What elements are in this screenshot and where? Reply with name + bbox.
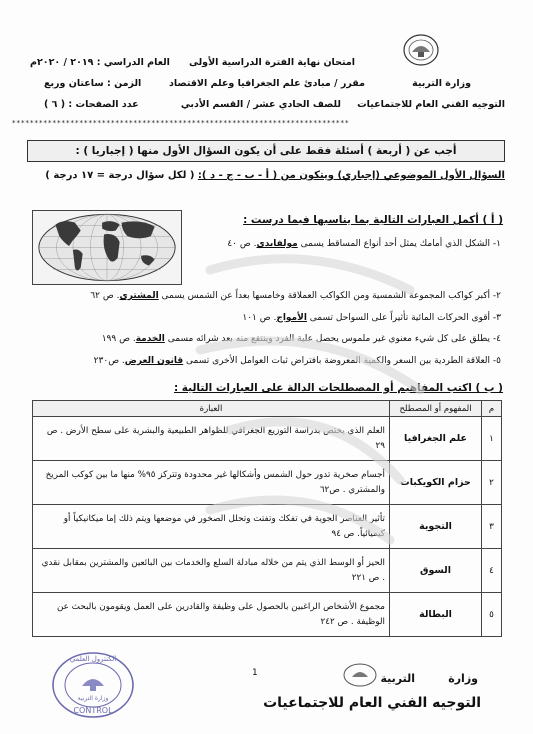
item-answer: الخدمة [135,334,165,344]
section-b-title-text: ( ب ) اكتب المفاهيم أو المصطلحات الدالة على العبارات التالية : [173,382,503,394]
item-text: ٥- العلاقة الطردية بين السعر والكمية المعروضة بافتراض ثبات العوامل الأخرى تسمى [186,356,501,366]
row-num: ٢ [482,461,502,505]
header-num: م [482,401,502,417]
item-ref: . ص ٤٠ [227,239,257,249]
section-a-item [102,334,501,344]
footer-emblem-icon [340,662,380,688]
row-num: ١ [482,417,502,461]
row-term: حزام الكويكبات [390,461,482,505]
table-row [33,461,502,505]
row-term: البطالة [390,593,482,637]
footer-ministry-a: وزارة [448,672,478,685]
section-a-item [242,313,501,323]
item-ref: . ص ٦٢ [90,291,120,301]
section-a-item [227,239,501,249]
school-year: العام الدراسي : ٢٠١٩ / ٢٠٢٠م [30,57,170,68]
item-ref: . ص ١٩٩ [101,334,136,344]
row-statement: الحيز أو الوسط الذي يتم من خلاله مبادلة السلع والخدمات بين البائعين والمشترين بمقابل نقدي . ص ٢٢١ [33,549,390,593]
row-statement: العلم الذي يختص بدراسة التوزيع الجغرافي للظواهر الطبيعية والبشرية على سطح الأرض . ص ٢٩ [33,417,390,461]
row-num: ٥ [482,593,502,637]
question1-heading [45,170,505,181]
item-ref: . ص٢٣٠ [93,356,125,366]
table-row [33,593,502,637]
question1-title: السؤال الأول الموضوعي (إجباري) ويتكون من ( أ - ب - ج - د ): [197,170,505,181]
instruction-text: أجب عن ( أربعة ) أسئلة فقط على أن يكون السؤال الأول منها ( إجباريا ) : [75,145,457,157]
header-statement: العبارة [33,401,390,417]
ministry-emblem-icon [402,32,440,68]
grade-name: للصف الحادي عشر / القسم الأدبي [180,99,341,110]
item-text: ٢- أكبر كواكب المجموعة الشمسية ومن الكواكب العملاقة وخامسها بعداً عن الشمس يسمى [161,291,501,301]
page-number: 1 [252,668,258,678]
table-row [33,417,502,461]
control-stamp-image [50,650,136,720]
instruction-box [27,140,505,162]
item-ref: . ص ١٠١ [242,313,277,323]
section-a-item [94,356,501,366]
table-row [33,505,502,549]
row-term: السوق [390,549,482,593]
stamp-top-text: الكنترول العلمي [69,655,117,663]
row-num: ٤ [482,549,502,593]
footer-department: التوجيه الفني العام للاجتماعيات [263,695,481,711]
stamp-middle-text: وزارة التربية [77,695,109,702]
row-term: التجوية [390,505,482,549]
department-name: التوجيه الفني العام للاجتماعيات [357,99,505,110]
section-b-title [174,382,503,394]
separator-line: *************************************************************************** [12,119,350,127]
row-statement: تأثير العناصر الجوية في تفكك وتفتت وتحلل الصخور في موضعها ويتم ذلك إما ميكانيكياً أو كيميائياً. ص ٩٤ [33,505,390,549]
section-a-item [90,291,501,301]
section-a-title-text: ( أ ) أكمل العبارات التالية بما يناسبها فيما درست : [243,214,503,226]
course-name: مقرر / مبادئ علم الجغرافيا وعلم الاقتصاد [169,78,365,89]
table-header-row [33,401,502,417]
ministry-name: وزارة التربية [412,78,471,89]
table-row [33,549,502,593]
footer-ministry-b: التربية [380,672,415,685]
terms-table [32,400,502,637]
question1-marks: ( لكل سؤال درجة = ١٧ درجة ) [45,170,195,181]
row-statement: مجموع الأشخاص الراغبين بالحصول على وظيفة والقادرين على العمل ويقومون بالبحث عن الوظيفة . ص ٢٤٢ [33,593,390,637]
row-term: علم الجغرافيا [390,417,482,461]
item-answer: قانون العرض [124,356,184,366]
item-text: ١- الشكل الذي أمامك يمثل أحد أنواع المساقط يسمى [300,239,501,249]
row-num: ٣ [482,505,502,549]
item-answer: مولفايدي [256,239,298,249]
exam-time: الزمن : ساعتان وربع [44,78,142,89]
mollweide-map-image [32,210,182,285]
exam-title: امتحان نهاية الفترة الدراسية الأولى [189,57,355,68]
header-term: المفهوم أو المصطلح [390,401,482,417]
item-text: ٣- أقوى الحركات المائية تأثيراً على السواحل تسمى [309,313,501,323]
section-a-title [243,214,503,226]
item-answer: الأمواج [276,313,307,323]
page-count: عدد الصفحات : ( ٦ ) [44,99,139,110]
stamp-bottom-text: CONTROL [73,706,113,715]
item-text: ٤- يطلق على كل شيء معنوي غير ملموس يحصل علية الفرد وينتفع منه بعد شرائه مسمى [167,334,501,344]
row-statement: أجسام صخرية تدور حول الشمس وأشكالها غير محدودة وتتركز ٩٥% منها ما بين كوكب المريخ والمشتري . ص٦٢ [33,461,390,505]
item-answer: المشتري [119,291,159,301]
